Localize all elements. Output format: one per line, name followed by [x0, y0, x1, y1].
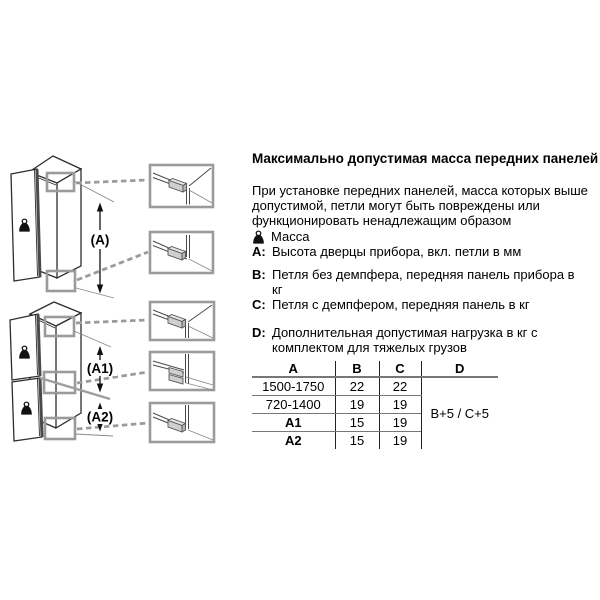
hinge-callout-top [150, 302, 214, 340]
definition-text: Петля с демпфером, передняя панель в кг [272, 297, 530, 312]
text-column [252, 151, 598, 449]
page-title: Максимально допустимая масса передних панелей [252, 151, 599, 166]
col-header-b: B [335, 361, 379, 377]
cell-height-range: A1 [252, 414, 335, 432]
cell-b: 15 [335, 414, 379, 432]
definition-c [252, 297, 598, 312]
cell-b: 15 [335, 432, 379, 450]
door-panel-upper [10, 314, 40, 380]
cell-d-value: B+5 / C+5 [421, 377, 498, 449]
definition-key: B: [252, 267, 266, 282]
definition-key: C: [252, 297, 266, 312]
weight-icon [252, 230, 265, 244]
mass-legend [252, 229, 598, 244]
table-header-row [252, 361, 498, 377]
dimension-label-a1: (A1) [86, 361, 114, 376]
appliance-diagram [0, 140, 250, 460]
cell-c: 19 [379, 414, 421, 432]
col-header-a: A [252, 361, 335, 377]
mass-label: Масса [271, 229, 310, 244]
diagram-double-door [10, 302, 214, 442]
hinge-callout-middle [150, 352, 214, 390]
cell-c: 19 [379, 396, 421, 414]
callout-connector [76, 320, 148, 323]
cell-b: 19 [335, 396, 379, 414]
dimension-arrow-a [85, 203, 115, 294]
load-table [252, 361, 498, 449]
callout-connector [77, 252, 148, 280]
diagram-single-door [11, 156, 213, 298]
definition-b [252, 267, 598, 297]
definition-key: A: [252, 244, 266, 259]
col-header-c: C [379, 361, 421, 377]
cell-height-range: 720-1400 [252, 396, 335, 414]
dimension-label-a2: (A2) [86, 409, 114, 425]
intro-paragraph: При установке передних панелей, масса которых выше допустимой, петли могут быть повреждены или функционировать ненадлежащим образом [252, 183, 588, 228]
definition-text: Петля без демпфера, передняя панель прибора в кг [272, 267, 575, 297]
cell-height-range: A2 [284, 433, 302, 448]
hinge-callout-bottom [150, 232, 213, 273]
definition-text: Высота дверцы прибора, вкл. петли в мм [272, 244, 522, 259]
hinge-callout-top [150, 165, 213, 207]
hinge-callout-bottom [150, 403, 214, 442]
cell-c: 22 [379, 377, 421, 396]
definition-text: Дополнительная допустимая нагрузка в кг с комплектом для тяжелых грузов [272, 325, 538, 355]
door-panel [11, 169, 40, 281]
definition-key: D: [252, 325, 266, 340]
table-row [252, 377, 498, 396]
callout-connector [76, 180, 148, 183]
door-panel-lower [12, 378, 42, 441]
dimension-arrow-a1 [83, 346, 117, 393]
cell-height-range: 1500-1750 [252, 377, 335, 396]
col-header-d: D [421, 361, 498, 377]
cell-b: 22 [335, 377, 379, 396]
cell-c: 19 [379, 432, 421, 450]
definition-d [252, 325, 598, 355]
dimension-label-a: (A) [90, 232, 110, 248]
definition-a [252, 244, 598, 259]
